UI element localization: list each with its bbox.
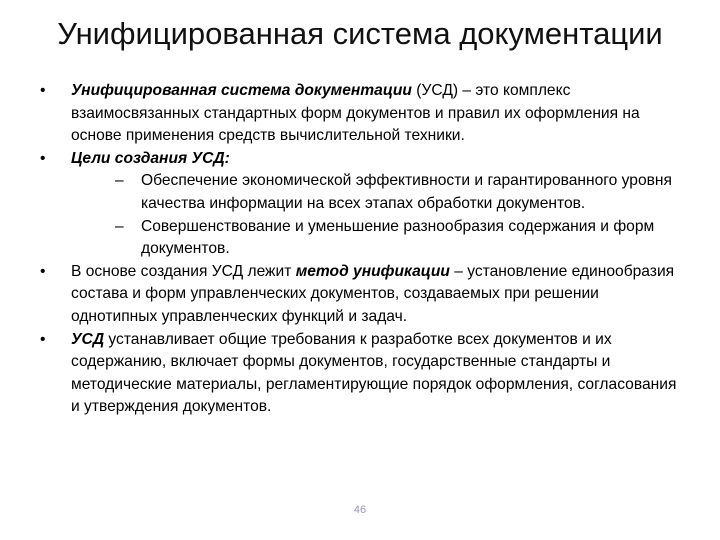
bullet-mark: • — [40, 82, 46, 99]
sub-item-efficiency — [74, 170, 686, 215]
sub-item-text: Совершенствование и уменьшение разнообразия содержания и форм документов. — [141, 217, 655, 258]
bullet-usd-requirements — [36, 329, 686, 419]
bullet-mark: • — [40, 149, 46, 167]
goals-heading: Цели создания УСД: — [71, 149, 230, 167]
bullet-mark: • — [40, 262, 46, 280]
unification-intro: В основе создания УСД лежит — [71, 262, 296, 280]
slide-title: Унифицированная система документации — [57, 16, 663, 51]
sub-item-text: Обеспечение экономической эффективности и гарантированного уровня качества информации на всех этапах обработки документов. — [141, 172, 672, 212]
bullet-mark: • — [40, 330, 46, 348]
term-unification-method: метод унификации — [295, 262, 450, 280]
requirements-text: устанавливает общие требования к разработке всех документов и их содержанию, включает формы документов, государственные стандарты и методические материалы, регламентирующие порядок оформления, согласования и утверждения документов. — [71, 330, 677, 416]
unification-text: – установление единообразия состава и форм управленческих документов, создаваемых при решении однотипных управленческих функций и задач. — [71, 262, 675, 325]
bullet-unification-method — [36, 261, 686, 329]
bullet-usd-definition — [36, 80, 686, 148]
slide-content — [36, 80, 686, 419]
page-number: 46 — [353, 504, 367, 516]
sub-item-improvement — [74, 216, 686, 261]
term-usd: Унифицированная система документации — [71, 82, 412, 99]
term-usd-short: УСД — [71, 330, 105, 348]
usd-definition-text: (УСД) – это комплекс взаимосвязанных стандартных форм документов и правил их оформления на основе применения средств вычислительной техники. — [71, 82, 640, 145]
dash-mark: – — [115, 172, 124, 190]
bullet-usd-goals — [36, 148, 686, 171]
dash-mark: – — [115, 217, 124, 235]
